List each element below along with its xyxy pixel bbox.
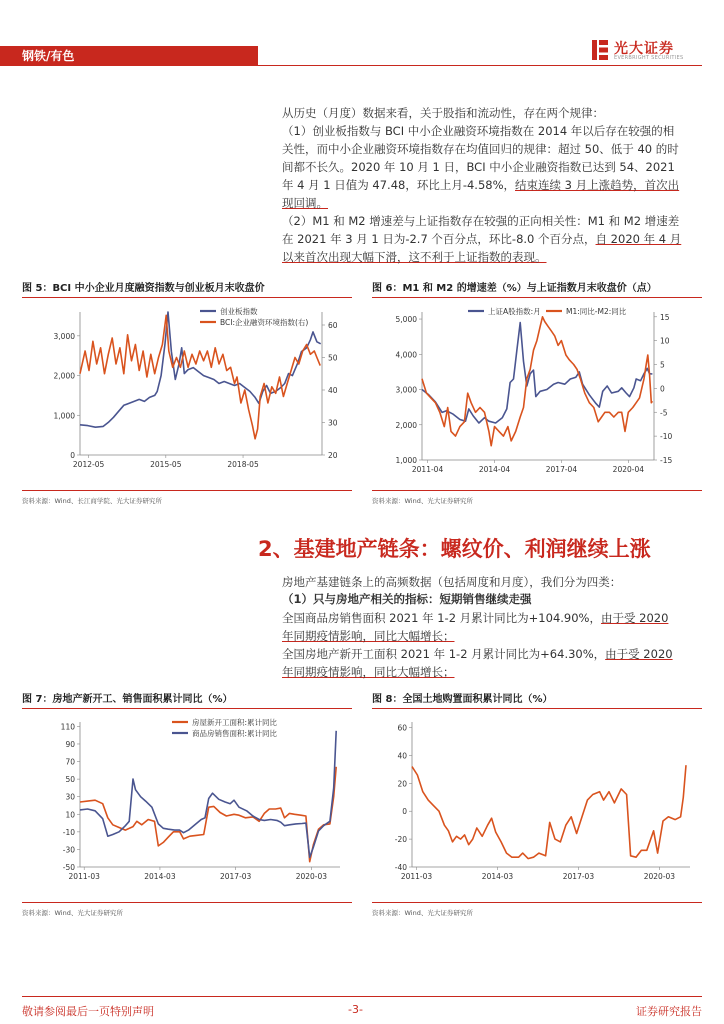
fig5-x-tick-label: 2018-05 (227, 460, 259, 469)
fig8-x-tick-label: 2011-03 (400, 872, 433, 881)
fig8-x-tick-label: 2020-03 (643, 872, 676, 881)
fig7-x-tick-label: 2011-03 (68, 872, 100, 881)
fig8-title: 图 8：全国土地购置面积累计同比（%） (372, 694, 553, 705)
footer-report-type: 证券研究报告 (636, 1005, 702, 1018)
fig5-y2-tick-label: 30 (328, 418, 338, 428)
fig5-rule (22, 297, 352, 298)
section-2-p1-text: 全国商品房销售面积 2021 年 1-2 月累计同比为+104.90%， (282, 611, 601, 625)
fig7-y-tick-label: 10 (65, 810, 75, 820)
logo-mark-icon (590, 38, 610, 62)
page-number: -3- (348, 1003, 363, 1016)
fig8-rule (372, 708, 702, 709)
fig8-y-tick-label: -20 (394, 835, 407, 845)
fig6-source: 资料来源：Wind、光大证券研究所 (372, 497, 473, 505)
fig6-y-tick-label: 3,000 (395, 385, 417, 395)
fig5-legend-label: BCI:企业融资环境指数(右) (220, 318, 309, 327)
fig7-x-tick-label: 2014-03 (144, 872, 176, 881)
fig7-series-0-line (80, 767, 336, 862)
fig5-y2-tick-label: 40 (328, 386, 338, 395)
fig6-y2-tick-label: 15 (660, 312, 670, 322)
fig6-y2-tick-label: 0 (660, 384, 665, 394)
fig8-bottom-rule (372, 902, 702, 903)
fig7-y-tick-label: -10 (62, 827, 75, 837)
fig7-y-tick-label: 90 (65, 739, 75, 749)
fig8-y-tick-label: 0 (402, 807, 407, 817)
fig5-y2-tick-label: 60 (328, 321, 338, 330)
paragraph-1 (258, 122, 682, 212)
fig7-bottom-rule (22, 902, 352, 903)
fig8-source: 资料来源：Wind、光大证券研究所 (372, 909, 473, 917)
section-2-p1-highlight: 由于受 2020 年同期疫情影响，同比大幅增长； (282, 611, 669, 643)
fig5-source: 资料来源：Wind、长江商学院、光大证券研究所 (22, 497, 162, 505)
fig6-chart (372, 300, 702, 480)
fig5-y-tick-label: 2,000 (53, 371, 75, 381)
fig6-bottom-rule (372, 490, 702, 491)
paragraph-1-highlight: 结束连续 3 月上涨趋势，首次出现回调。 (282, 178, 680, 210)
fig6-x-tick-label: 2020-04 (612, 465, 645, 474)
header-rule (258, 65, 702, 66)
fig6-series-1-line (422, 317, 652, 446)
fig6-legend-label: M1:同比-M2:同比 (566, 307, 627, 316)
fig7-y-tick-label: 50 (65, 775, 75, 785)
logo-cn: 光大证券 (614, 41, 674, 57)
fig6-y2-tick-label: 5 (660, 360, 665, 370)
fig8-series-0-line (412, 765, 686, 858)
paragraph-2-text: （2）M1 和 M2 增速差与上证指数存在较强的正向相关性：M1 和 M2 增速差在 2021 年 3 月 1 日为-2.7 个百分点，环比-8.0 个百分点， (282, 214, 680, 246)
fig8-x-tick-label: 2017-03 (562, 872, 595, 881)
fig7-series-1-line (80, 731, 336, 858)
fig6-y-tick-label: 1,000 (395, 456, 417, 465)
fig6-x-tick-label: 2017-04 (545, 465, 578, 474)
paragraph-1-text: （1）创业板指数与 BCI 中小企业融资环境指数在 2014 年以后存在较强的相关性，而中小企业融资环境指数存在均值回归的规律：超过 50、低于 40 的时间都不长久。2020 年 10 月 1 日，BCI 中小企业融资指数已达到 54、2021 年 4 月 1 日值为 47.48，环比上月-4.58%， (282, 124, 679, 192)
paragraph-2 (258, 212, 682, 266)
section-2-p2-highlight: 由于受 2020 年同期疫情影响，同比大幅增长； (282, 647, 673, 679)
section-tag: 钢铁/有色 (22, 49, 75, 63)
fig5-x-tick-label: 2015-05 (150, 460, 182, 469)
intro-paragraph: 从历史（月度）数据来看，关于股指和流动性，存在两个规律： (282, 106, 604, 120)
fig7-title: 图 7：房地产新开工、销售面积累计同比（%） (22, 694, 233, 705)
fig6-rule (372, 297, 702, 298)
fig5-x-tick-label: 2012-05 (72, 460, 105, 469)
fig5-bottom-rule (22, 490, 352, 491)
fig5-legend-label: 创业板指数 (220, 307, 258, 316)
fig5-y-tick-label: 0 (70, 451, 75, 460)
section-2-p2-text: 全国房地产新开工面积 2021 年 1-2 月累计同比为+64.30%， (282, 647, 606, 661)
fig7-x-tick-label: 2017-03 (219, 872, 252, 881)
footer-rule (22, 996, 702, 997)
fig7-legend-label: 商品房销售面积:累计同比 (192, 729, 278, 738)
fig6-y-tick-label: 5,000 (395, 315, 417, 325)
fig8-chart (372, 712, 702, 892)
fig5-chart (22, 300, 352, 480)
logo-en: EVERBRIGHT SECURITIES (614, 55, 684, 61)
logo (590, 38, 702, 64)
fig7-rule (22, 708, 352, 709)
fig7-y-tick-label: 110 (60, 722, 75, 732)
fig5-y-tick-label: 1,000 (53, 411, 75, 421)
fig8-x-tick-label: 2014-03 (481, 872, 514, 881)
fig5-y2-tick-label: 50 (328, 353, 338, 363)
fig6-legend-label: 上证A股指数:月 (488, 307, 541, 316)
fig5-series-1-line (80, 315, 320, 439)
section-2-paragraph-1 (258, 609, 682, 645)
fig6-y2-tick-label: -5 (660, 408, 668, 418)
fig7-source: 资料来源：Wind、光大证券研究所 (22, 909, 123, 917)
fig6-y-tick-label: 2,000 (395, 420, 417, 430)
fig5-series-0-line (80, 312, 321, 427)
fig7-y-tick-label: -50 (62, 863, 75, 872)
fig7-y-tick-label: -30 (62, 845, 75, 855)
fig8-y-tick-label: 20 (397, 779, 407, 789)
paragraph-2-highlight: 自 2020 年 4 月以来首次出现大幅下滑，这不利于上证指数的表现。 (282, 232, 682, 264)
section-2-intro: 房地产基建链条上的高频数据（包括周度和月度），我们分为四类： (282, 575, 622, 589)
section-2-paragraph-2 (258, 645, 682, 681)
fig5-y2-tick-label: 20 (328, 451, 338, 460)
fig5-title: 图 5：BCI 中小企业月度融资指数与创业板月末收盘价 (22, 283, 265, 294)
fig6-x-tick-label: 2014-04 (478, 465, 511, 474)
fig8-y-tick-label: 60 (397, 723, 407, 733)
fig6-y2-tick-label: 10 (660, 336, 670, 346)
fig7-legend-label: 房屋新开工面积:累计同比 (192, 718, 278, 727)
fig7-y-tick-label: 30 (65, 792, 75, 802)
section-2-subtitle: （1）只与房地产相关的指标：短期销售继续走强 (282, 592, 532, 606)
fig6-y-tick-label: 4,000 (395, 350, 417, 360)
fig6-y2-tick-label: -10 (660, 432, 673, 442)
fig8-y-tick-label: -40 (394, 863, 407, 872)
fig7-chart (22, 712, 352, 892)
fig6-y2-tick-label: -15 (660, 456, 673, 465)
fig5-y-tick-label: 3,000 (53, 331, 75, 341)
fig6-x-tick-label: 2011-04 (411, 465, 444, 474)
fig8-y-tick-label: 40 (397, 751, 407, 761)
fig7-x-tick-label: 2020-03 (295, 872, 328, 881)
footer-disclaimer: 敬请参阅最后一页特别声明 (22, 1005, 154, 1018)
fig6-title: 图 6：M1 和 M2 的增速差（%）与上证指数月末收盘价（点） (372, 283, 657, 294)
fig7-y-tick-label: 70 (65, 757, 75, 767)
section-2-title: 2、基建地产链条：螺纹价、利润继续上涨 (258, 537, 651, 561)
